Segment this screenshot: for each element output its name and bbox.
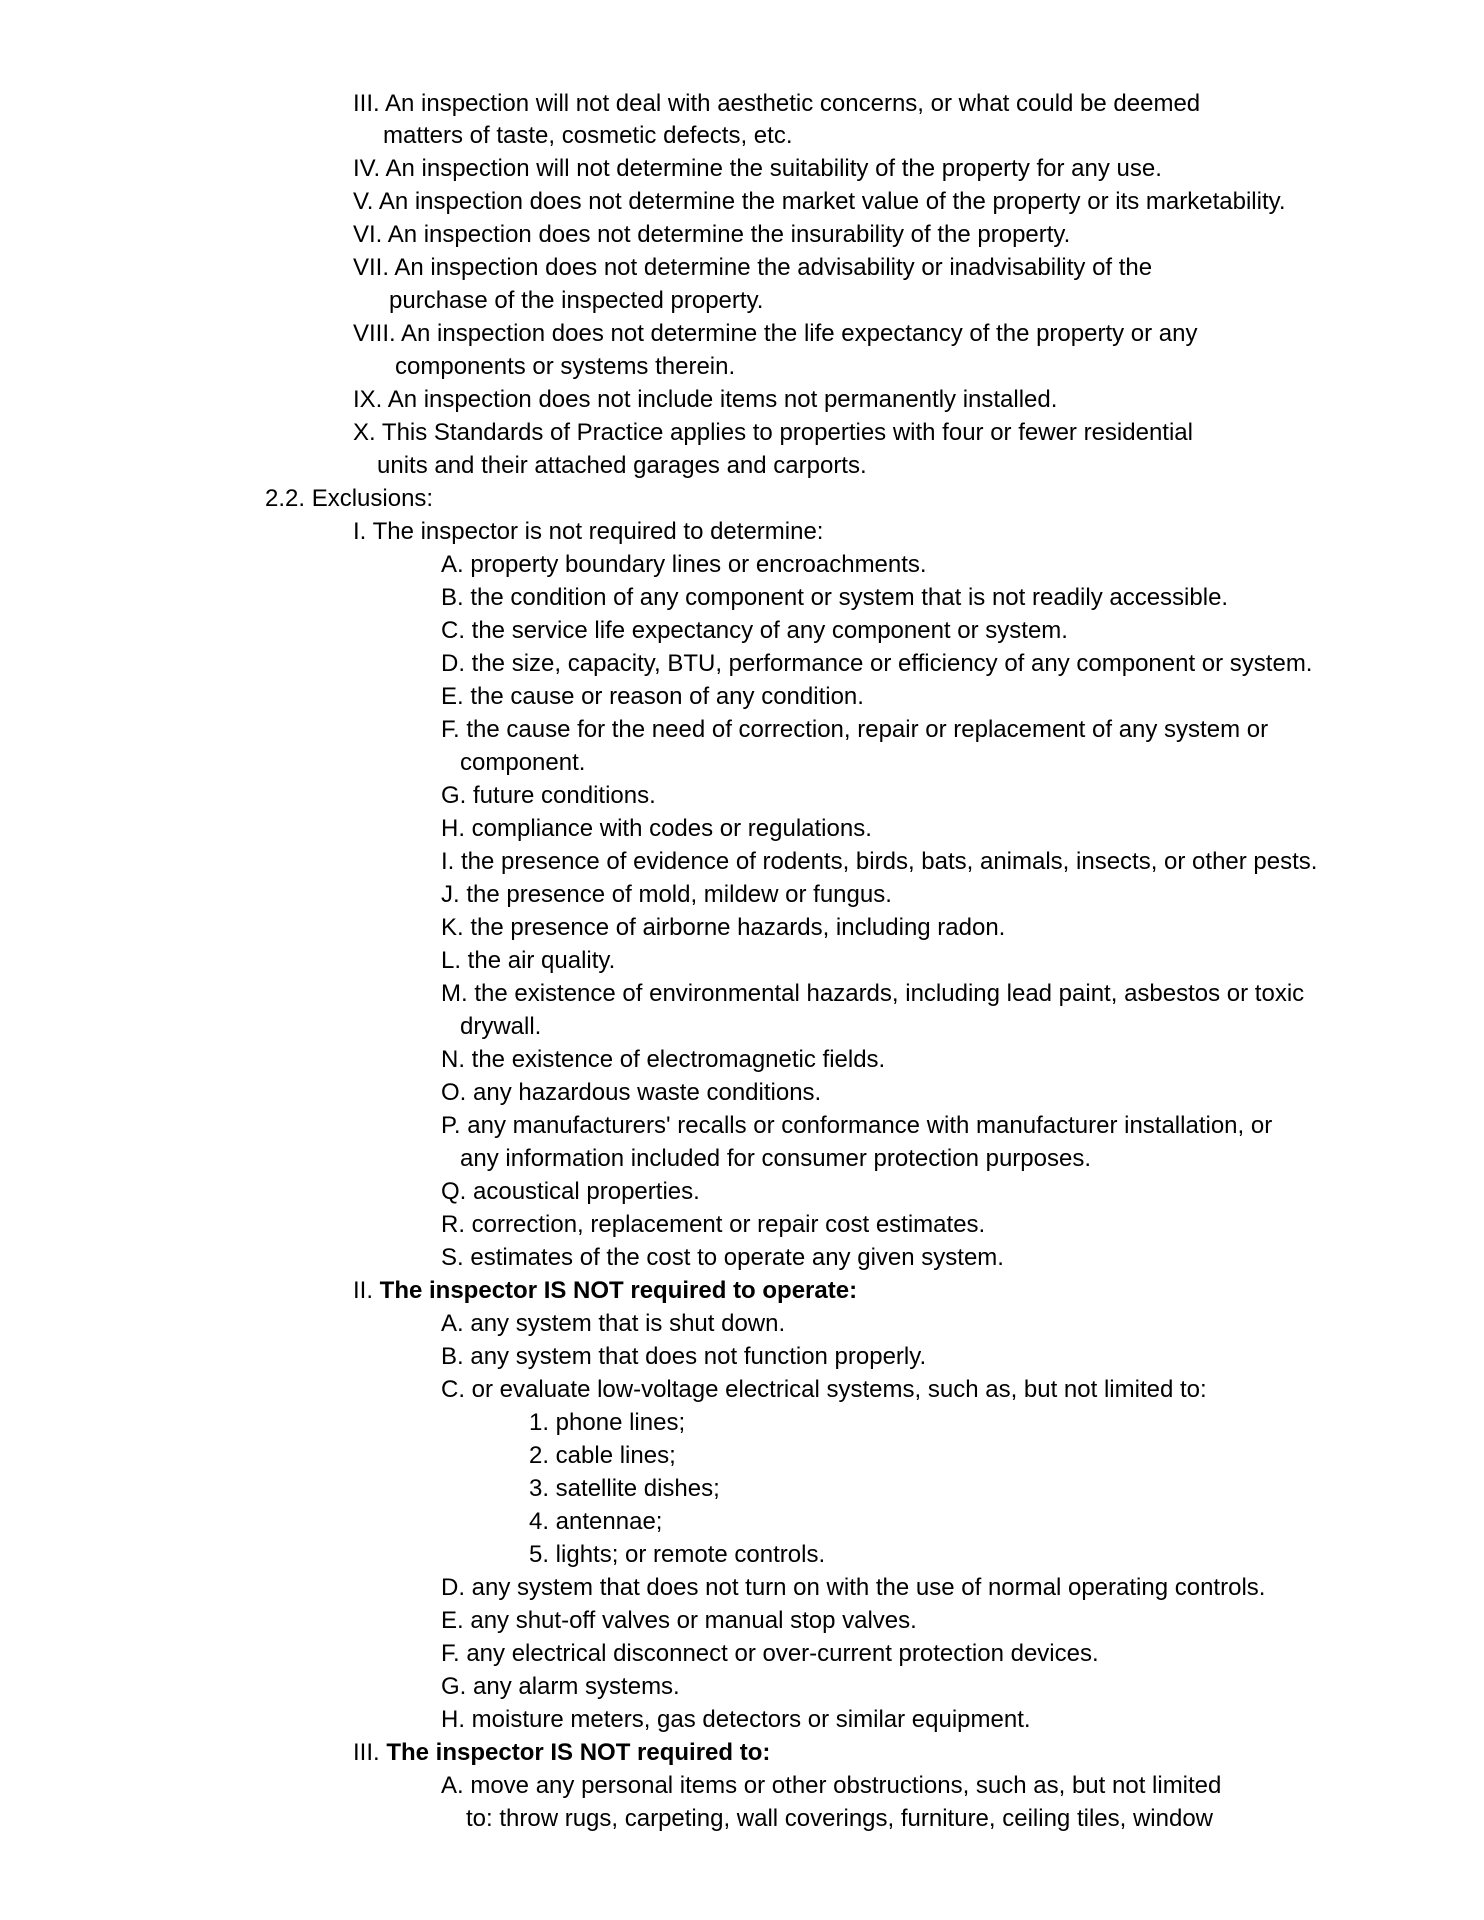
text-line: O. any hazardous waste conditions. [441, 1079, 822, 1106]
text-line: F. the cause for the need of correction, repair or replacement of any system or [441, 716, 1269, 743]
text-line: 5. lights; or remote controls. [529, 1541, 826, 1568]
subsection-heading [353, 1275, 857, 1307]
text-line: purchase of the inspected property. [389, 287, 764, 314]
text-line: E. any shut-off valves or manual stop valves. [441, 1607, 917, 1634]
text-line: C. the service life expectancy of any component or system. [441, 617, 1068, 644]
text-line: VI. An inspection does not determine the insurability of the property. [353, 221, 1071, 248]
text-line: 3. satellite dishes; [529, 1475, 720, 1502]
text-line: IX. An inspection does not include items not permanently installed. [353, 386, 1058, 413]
text-line: VIII. An inspection does not determine the life expectancy of the property or any [353, 320, 1198, 347]
text-line: H. moisture meters, gas detectors or similar equipment. [441, 1706, 1031, 1733]
text-line: to: throw rugs, carpeting, wall coverings, furniture, ceiling tiles, window [466, 1805, 1213, 1832]
text-line: G. future conditions. [441, 782, 656, 809]
text-line: N. the existence of electromagnetic fields. [441, 1046, 886, 1073]
text-line: S. estimates of the cost to operate any given system. [441, 1244, 1004, 1271]
text-line: R. correction, replacement or repair cost estimates. [441, 1211, 986, 1238]
section-heading: 2.2. Exclusions: [265, 485, 434, 512]
text-line: P. any manufacturers' recalls or conformance with manufacturer installation, or [441, 1112, 1273, 1139]
text-line: components or systems therein. [395, 353, 736, 380]
text-line: A. move any personal items or other obstructions, such as, but not limited [441, 1772, 1222, 1799]
text-line: IV. An inspection will not determine the suitability of the property for any use. [353, 155, 1162, 182]
text-line: I. The inspector is not required to determine: [353, 518, 824, 545]
text-line: E. the cause or reason of any condition. [441, 683, 864, 710]
text-line: A. any system that is shut down. [441, 1310, 786, 1337]
text-line: any information included for consumer protection purposes. [460, 1145, 1092, 1172]
item-number: III. [353, 1739, 387, 1766]
text-line: J. the presence of mold, mildew or fungus. [441, 881, 892, 908]
text-line: 2. cable lines; [529, 1442, 676, 1469]
text-line: 1. phone lines; [529, 1409, 686, 1436]
text-line: C. or evaluate low-voltage electrical systems, such as, but not limited to: [441, 1376, 1207, 1403]
text-line: L. the air quality. [441, 947, 616, 974]
text-line: X. This Standards of Practice applies to properties with four or fewer residential [353, 419, 1193, 446]
text-line: F. any electrical disconnect or over-current protection devices. [441, 1640, 1099, 1667]
text-line: units and their attached garages and carports. [377, 452, 867, 479]
bold-heading: The inspector IS NOT required to: [386, 1739, 771, 1766]
text-line: B. any system that does not function properly. [441, 1343, 927, 1370]
text-line: VII. An inspection does not determine the advisability or inadvisability of the [353, 254, 1153, 281]
text-line: M. the existence of environmental hazards, including lead paint, asbestos or toxic [441, 980, 1305, 1007]
text-line: III. An inspection will not deal with aesthetic concerns, or what could be deemed [353, 90, 1201, 117]
text-line: K. the presence of airborne hazards, including radon. [441, 914, 1006, 941]
text-line: A. property boundary lines or encroachments. [441, 551, 927, 578]
item-number: II. [353, 1277, 380, 1304]
text-line: Q. acoustical properties. [441, 1178, 700, 1205]
text-line: D. the size, capacity, BTU, performance or efficiency of any component or system. [441, 650, 1313, 677]
bold-heading: The inspector IS NOT required to operate: [379, 1277, 858, 1304]
subsection-heading [353, 1737, 770, 1769]
text-line: H. compliance with codes or regulations. [441, 815, 872, 842]
text-line: matters of taste, cosmetic defects, etc. [383, 122, 793, 149]
text-line: I. the presence of evidence of rodents, birds, bats, animals, insects, or other pests. [441, 848, 1318, 875]
text-line: 4. antennae; [529, 1508, 663, 1535]
text-line: drywall. [460, 1013, 542, 1040]
text-line: component. [460, 749, 586, 776]
text-line: B. the condition of any component or system that is not readily accessible. [441, 584, 1229, 611]
text-line: G. any alarm systems. [441, 1673, 680, 1700]
text-line: V. An inspection does not determine the market value of the property or its marketability. [353, 188, 1286, 215]
text-line: D. any system that does not turn on with the use of normal operating controls. [441, 1574, 1266, 1601]
